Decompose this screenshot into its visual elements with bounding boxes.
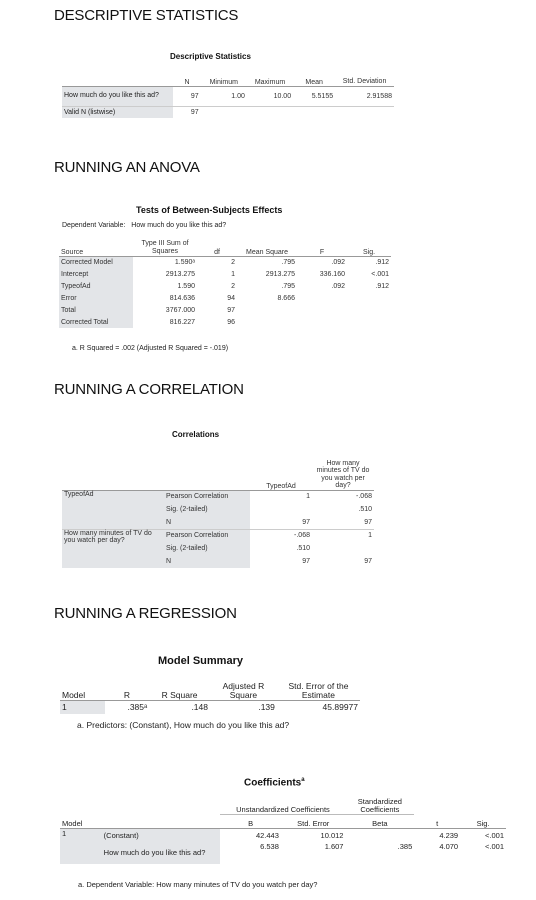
col-t: t (436, 818, 439, 828)
cell-beta: .385 (397, 842, 413, 851)
col-sig: Sig. (362, 248, 376, 256)
row-source: TypeofAd (59, 280, 133, 292)
cell-df: 97 (227, 306, 235, 314)
cell-f: 336.160 (319, 270, 345, 278)
table-row (59, 316, 391, 328)
cell-df: 2 (231, 258, 235, 266)
cell-ms (237, 316, 297, 328)
col-mean: Mean (305, 78, 323, 86)
cell-df: 96 (227, 318, 235, 326)
table-row (60, 828, 506, 842)
anova-table-title: Tests of Between-Subjects Effects (136, 205, 283, 215)
table-row (59, 256, 391, 268)
col-beta: Beta (372, 818, 388, 828)
table-row (59, 292, 391, 304)
col-df: df (214, 248, 220, 256)
cell-ss: 2913.275 (165, 270, 195, 278)
cell-r: .385ᵃ (127, 702, 148, 713)
cell-sig: <.001 (371, 270, 389, 278)
row-label-typeofad: TypeofAd (62, 490, 164, 529)
cell-f (297, 292, 347, 304)
section-heading-correlation: RUNNING A CORRELATION (54, 381, 244, 398)
cell-model: 1 (60, 700, 105, 714)
cell-df: 2 (231, 282, 235, 290)
cell: 97 (302, 518, 310, 526)
cell-ss: 816.227 (169, 318, 195, 326)
cell-se: 10.012 (320, 830, 344, 840)
correlations-table-title: Correlations (172, 430, 220, 439)
coefficients-table (60, 794, 506, 864)
stat-label: Pearson Correlation (164, 529, 250, 542)
anova-table (59, 234, 391, 328)
cell-model-number: 1 (60, 828, 102, 864)
model-summary-footnote: a. Predictors: (Constant), How much do you like this ad? (77, 720, 290, 730)
col-n: N (184, 78, 190, 86)
row-label: How much do you like this ad? (62, 86, 173, 106)
row-label: How much do you like this ad? (102, 842, 221, 864)
table-row (62, 529, 374, 542)
col-std-deviation: Std. Deviation (342, 77, 387, 85)
section-heading-regression: RUNNING A REGRESSION (54, 605, 237, 622)
cell-se: 45.89977 (322, 702, 358, 713)
desc-table-title: Descriptive Statistics (170, 52, 251, 61)
col-tv-minutes: How many minutes of TV do you watch per day? (316, 459, 370, 489)
col-sum-of-squares: Type III Sum of Squares (141, 239, 189, 255)
col-mean-square: Mean Square (245, 248, 289, 256)
col-std-error-estimate: Std. Error of the Estimate (288, 680, 349, 700)
row-source: Corrected Total (59, 316, 133, 328)
section-heading-anova: RUNNING AN ANOVA (54, 159, 200, 176)
row-label: (Constant) (102, 828, 221, 842)
stat-label: Sig. (2-tailed) (164, 503, 250, 516)
cell-min: 1.00 (231, 92, 245, 100)
row-source: Intercept (59, 268, 133, 280)
cell (312, 542, 374, 555)
table-row (59, 304, 391, 316)
col-model: Model (62, 818, 83, 828)
col-std-error: Std. Error (297, 818, 330, 828)
coefficients-footnote: a. Dependent Variable: How many minutes of TV do you watch per day? (78, 880, 318, 889)
coefficients-title (244, 777, 305, 788)
row-source: Total (59, 304, 133, 316)
cell-f (297, 304, 347, 316)
stat-label: Sig. (2-tailed) (164, 542, 250, 555)
cell-max: 10.00 (273, 92, 292, 100)
cell-f: .092 (331, 258, 345, 266)
cell: 97 (302, 558, 310, 565)
col-typeofad: TypeofAd (266, 482, 296, 490)
cell-ms: 8.666 (277, 294, 295, 302)
cell-df: 94 (227, 294, 235, 302)
stat-label: N (164, 555, 250, 568)
cell-sig: <.001 (485, 830, 504, 840)
cell: 1 (368, 532, 372, 540)
col-f: F (319, 248, 325, 256)
table-row (60, 842, 506, 864)
standardized-header: Standardized Coefficients (345, 794, 414, 814)
cell-mean: 5.5155 (311, 92, 334, 100)
table-row (59, 280, 391, 292)
col-minimum: Minimum (209, 78, 238, 86)
dependent-variable-value: How much do you like this ad? (131, 222, 227, 229)
cell-rsq: .148 (191, 702, 208, 713)
row-label: Valid N (listwise) (62, 106, 173, 118)
col-b: B (248, 818, 254, 828)
stat-label: N (164, 516, 250, 529)
section-heading-descriptive: DESCRIPTIVE STATISTICS (54, 7, 239, 24)
cell-t: 4.070 (439, 842, 459, 851)
cell-t: 4.239 (439, 830, 459, 840)
col-r: R (123, 689, 130, 700)
cell-b: 42.443 (255, 830, 279, 840)
cell-sig: <.001 (485, 842, 504, 851)
col-adjusted-r-square: Adjusted R Square (222, 680, 265, 700)
cell: -.068 (294, 532, 310, 540)
cell-sig (347, 292, 391, 304)
cell-n: 97 (190, 108, 199, 116)
table-row (62, 86, 394, 106)
col-sig: Sig. (476, 818, 490, 828)
table-row (62, 490, 374, 503)
row-source: Error (59, 292, 133, 304)
cell-df: 1 (231, 270, 235, 278)
descriptive-table (62, 64, 394, 118)
dependent-variable-line (62, 222, 226, 229)
cell-sd: 2.91588 (366, 92, 392, 100)
cell: 97 (364, 518, 372, 526)
cell-ss: 1.590 (177, 282, 195, 290)
col-maximum: Maximum (254, 78, 286, 86)
unstandardized-header: Unstandardized Coefficients (220, 794, 345, 814)
cell: 1 (306, 493, 310, 501)
cell-sig: .912 (375, 282, 389, 290)
cell-se: 1.607 (324, 842, 344, 851)
cell-ss: 3767.000 (165, 306, 195, 314)
cell-beta (345, 828, 414, 842)
col-source: Source (61, 248, 84, 256)
stat-label: Pearson Correlation (164, 490, 250, 503)
model-summary-table (60, 674, 360, 714)
cell: .510 (296, 545, 310, 552)
cell-ms: .795 (281, 258, 295, 266)
row-source: Corrected Model (59, 256, 133, 268)
correlations-table (62, 446, 374, 568)
cell-sig (347, 316, 391, 328)
cell: .510 (358, 506, 372, 513)
col-r-square: R Square (161, 689, 198, 700)
col-model: Model (62, 689, 86, 700)
table-row (59, 268, 391, 280)
cell-sig (347, 304, 391, 316)
cell-b: 6.538 (260, 842, 279, 851)
table-row (62, 106, 394, 118)
cell-ms: .795 (281, 282, 295, 290)
cell-adj: .139 (258, 702, 275, 713)
cell: -.068 (356, 493, 372, 501)
coefficients-title-text: Coefficients (244, 777, 302, 789)
cell-ms (237, 304, 297, 316)
cell-ms: 2913.275 (265, 270, 295, 278)
cell-f (297, 316, 347, 328)
coefficients-title-sup: a (301, 777, 305, 783)
cell-ss: 814.636 (169, 294, 195, 302)
cell-f: .092 (331, 282, 345, 290)
table-row (60, 700, 360, 714)
cell-sig: .912 (375, 258, 389, 266)
dependent-variable-label: Dependent Variable: (62, 222, 126, 229)
cell: 97 (364, 558, 372, 565)
model-summary-title: Model Summary (158, 655, 243, 667)
cell-ss: 1.590ᵃ (174, 258, 195, 266)
cell-n: 97 (190, 92, 199, 100)
cell (250, 503, 312, 516)
anova-footnote: a. R Squared = .002 (Adjusted R Squared = -.019) (72, 345, 229, 352)
row-label-tv-minutes: How many minutes of TV do you watch per day? (62, 529, 164, 568)
